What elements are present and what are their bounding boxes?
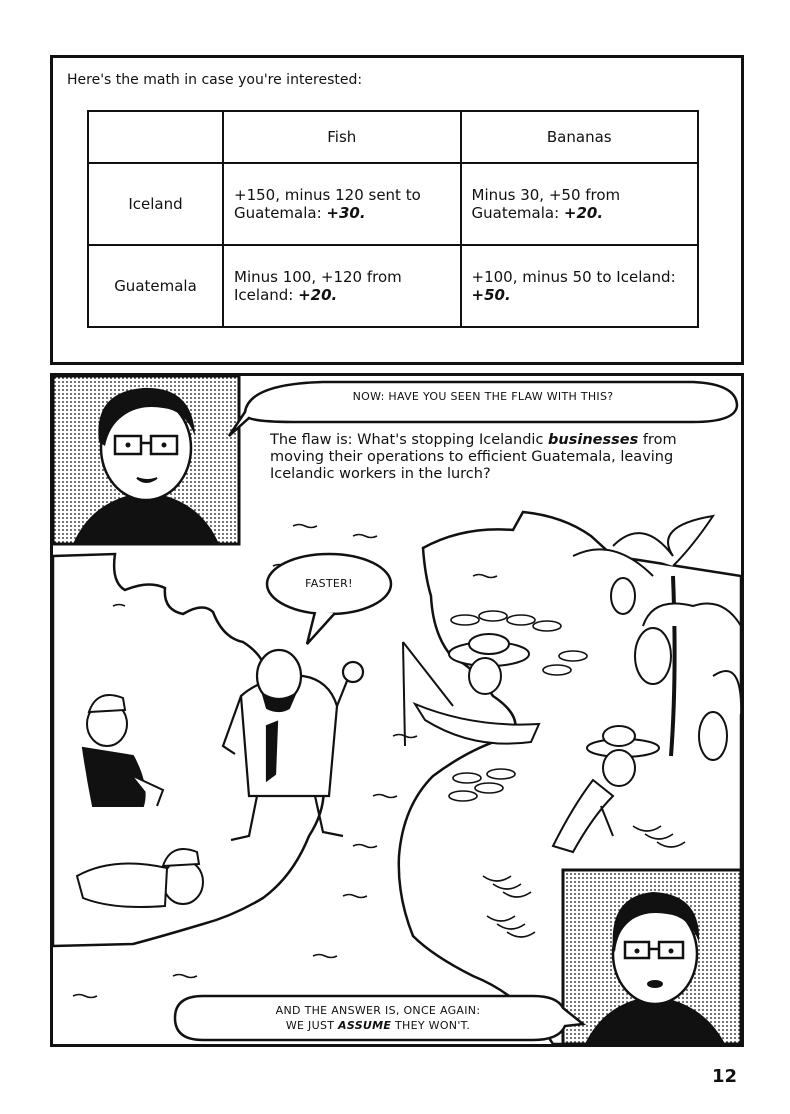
math-panel bbox=[50, 55, 744, 365]
narrator-portrait-top bbox=[53, 376, 239, 544]
answer-line-2-end: THEY WON'T. bbox=[391, 1019, 471, 1032]
table-row-iceland bbox=[88, 163, 698, 245]
cell-text: +150, minus 120 sent to Guatemala: bbox=[234, 186, 421, 222]
cell-text: Minus 30, +50 from Guatemala: bbox=[471, 186, 621, 222]
table-header-row bbox=[88, 111, 698, 163]
cell-iceland-fish bbox=[223, 163, 461, 245]
cell-guatemala-fish bbox=[223, 245, 461, 327]
answer-line-1: AND THE ANSWER IS, ONCE AGAIN: bbox=[275, 1004, 481, 1017]
flaw-caption bbox=[270, 432, 720, 483]
header-bananas: Bananas bbox=[461, 111, 699, 163]
table-row-guatemala bbox=[88, 245, 698, 327]
cell-iceland-bananas bbox=[461, 163, 699, 245]
boss-bubble-text: FASTER! bbox=[305, 577, 353, 590]
cell-total: +20. bbox=[563, 204, 604, 222]
cell-guatemala-bananas bbox=[461, 245, 699, 327]
page-number: 12 bbox=[712, 1066, 738, 1087]
question-bubble-text: NOW: HAVE YOU SEEN THE FLAW WITH THIS? bbox=[352, 390, 614, 403]
math-table bbox=[87, 110, 699, 328]
comic-panel bbox=[50, 373, 744, 1047]
flaw-caption-start: The flaw is: What's stopping Icelandic bbox=[270, 432, 549, 448]
flaw-caption-end: from moving their operations to efficient Guatemala, leaving Icelandic workers in the lurch? bbox=[270, 432, 677, 482]
cell-text: Minus 100, +120 from Iceland: bbox=[234, 268, 402, 304]
answer-line-2-start: WE JUST bbox=[285, 1019, 339, 1032]
header-fish: Fish bbox=[223, 111, 461, 163]
header-empty bbox=[88, 111, 223, 163]
cell-total: +30. bbox=[326, 204, 366, 222]
answer-bubble-text bbox=[193, 1003, 563, 1033]
row-label: Guatemala bbox=[88, 245, 223, 327]
math-intro: Here's the math in case you're interested: bbox=[67, 72, 363, 88]
answer-line-2-emphasis: ASSUME bbox=[338, 1019, 392, 1032]
cell-total: +50. bbox=[471, 286, 511, 304]
cell-text: +100, minus 50 to Iceland: bbox=[471, 268, 676, 286]
row-label: Iceland bbox=[88, 163, 223, 245]
flaw-caption-emphasis: businesses bbox=[548, 432, 639, 448]
narrator-portrait-bottom bbox=[563, 870, 741, 1044]
cell-total: +20. bbox=[298, 286, 338, 304]
answer-line-2 bbox=[193, 1018, 563, 1033]
